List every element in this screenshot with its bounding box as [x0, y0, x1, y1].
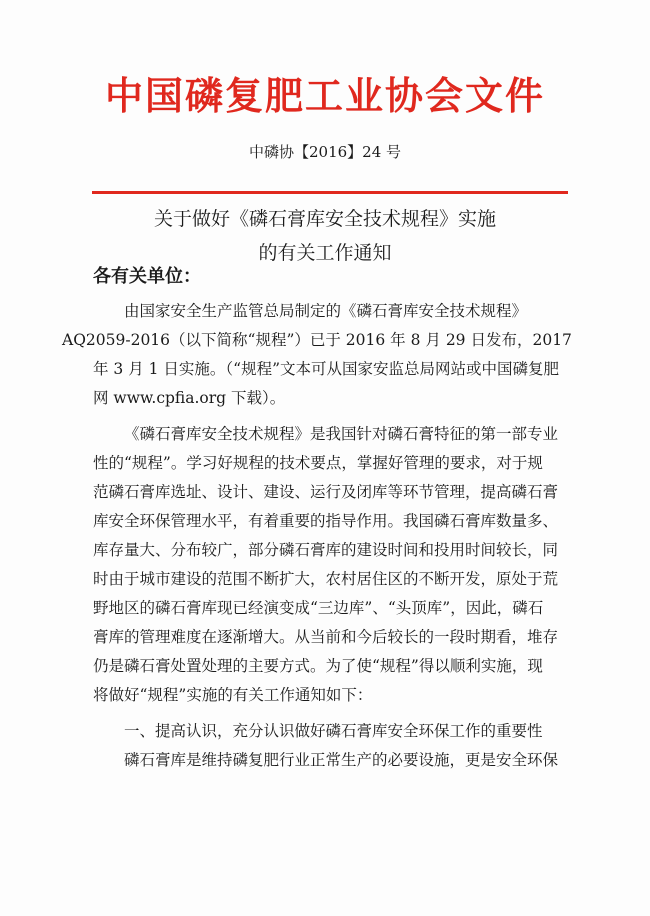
- document-number: 中磷协【2016】24 号: [248, 143, 402, 161]
- notice-title: [0, 202, 650, 270]
- paragraph-1: [62, 297, 572, 413]
- text-line: 由国家安全生产监管总局制定的《磷石膏库安全技术规程》: [124, 302, 528, 320]
- org-file-title: 中国磷复肥工业协会文件: [104, 73, 545, 118]
- paragraph-2: [93, 420, 563, 710]
- red-divider-line: [92, 191, 568, 194]
- text-line: 时由于城市建设的范围不断扩大，农村居住区的不断开发，原处于荒: [93, 570, 559, 588]
- text-line: 将做好“规程”实施的有关工作通知如下：: [93, 686, 373, 704]
- text-line: 磷石膏库是维持磷复肥行业正常生产的必要设施，更是安全环保: [124, 751, 559, 769]
- text-line: 库安全环保管理水平，有着重要的指导作用。我国磷石膏库数量多、: [93, 512, 559, 530]
- text-line: 年 3 月 1 日实施。（“规程”文本可从国家安监总局网站或中国磷复肥: [93, 360, 560, 378]
- text-line: 《磷石膏库安全技术规程》是我国针对磷石膏特征的第一部专业: [124, 425, 559, 443]
- text-line: 野地区的磷石膏库现已经演变成“三边库”、“头顶库”，因此，磷石: [93, 599, 544, 617]
- notice-title-line-2: 的有关工作通知: [258, 242, 392, 264]
- body-text: [62, 297, 572, 775]
- text-line: 网 www.cpfia.org 下载）。: [93, 389, 286, 407]
- section-1-heading: [93, 717, 563, 746]
- text-line: AQ2059-2016（以下简称“规程”）已于 2016 年 8 月 29 日发布，2017: [62, 331, 572, 349]
- text-line: 一、提高认识，充分认识做好磷石膏库安全环保工作的重要性: [124, 722, 543, 740]
- text-line: 范磷石膏库选址、设计、建设、运行及闭库等环节管理，提高磷石膏: [93, 483, 559, 501]
- text-line: 性的“规程”。学习好规程的技术要点，掌握好管理的要求，对于规: [93, 454, 543, 472]
- notice-title-line-1: 关于做好《磷石膏库安全技术规程》实施: [153, 208, 496, 230]
- text-line: 仍是磷石膏处置处理的主要方式。为了使“规程”得以顺利实施，现: [93, 657, 543, 675]
- addressee: 各有关单位：: [93, 266, 201, 287]
- text-line: 库存量大、分布较广，部分磷石膏库的建设时间和投用时间较长，同: [93, 541, 559, 559]
- paragraph-3: [93, 746, 563, 775]
- text-line: 膏库的管理难度在逐渐增大。从当前和今后较长的一段时期看，堆存: [93, 628, 559, 646]
